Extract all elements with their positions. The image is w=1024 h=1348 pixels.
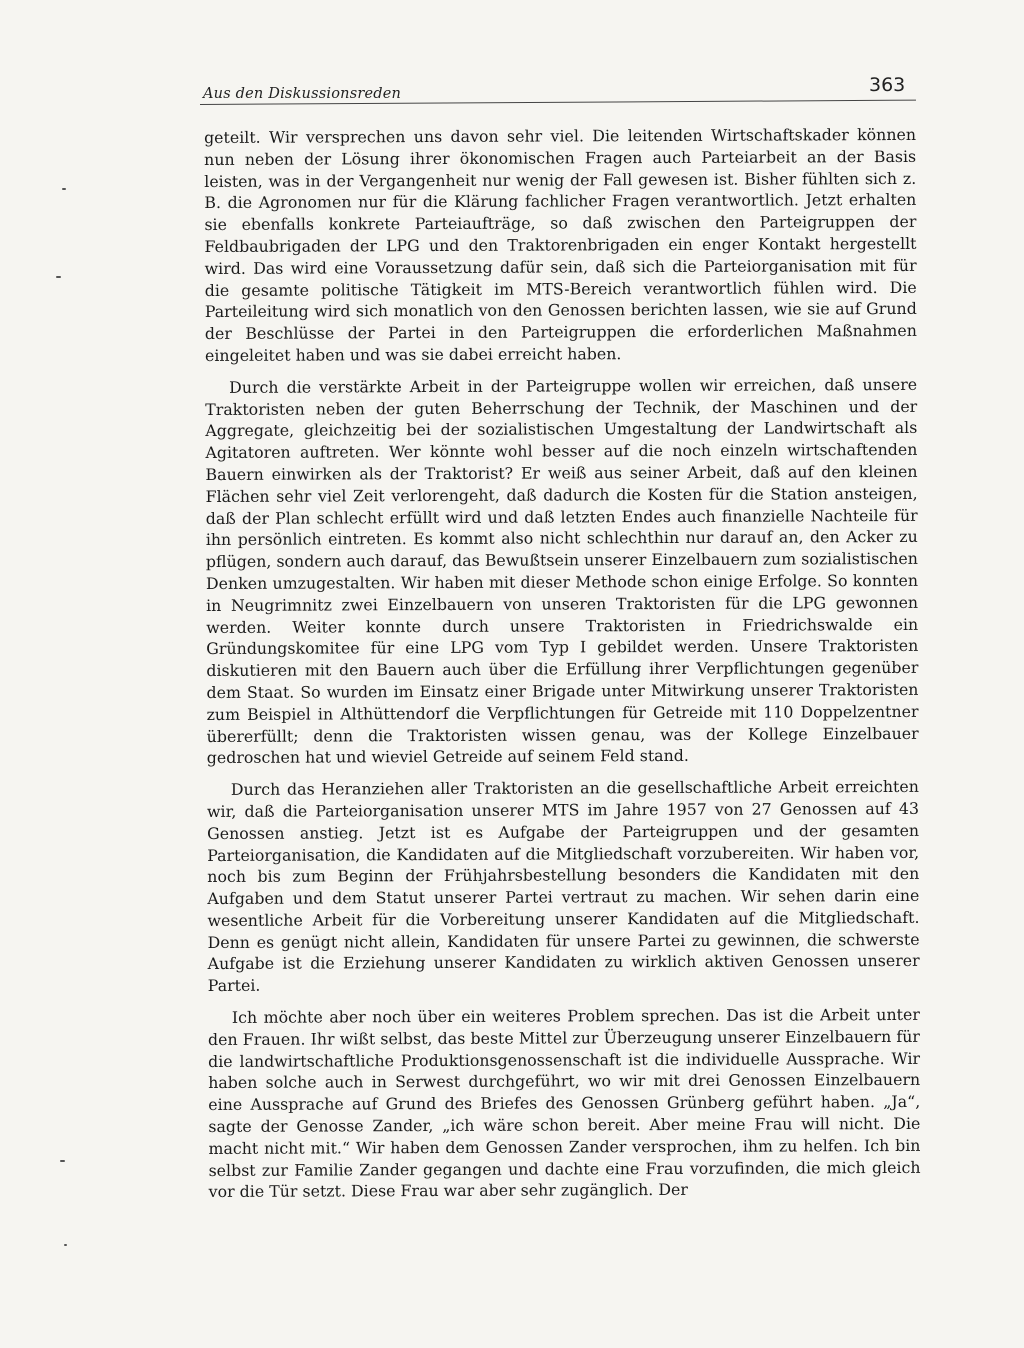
paragraph: Ich möchte aber noch über ein weiteres Problem sprechen. Das ist die Arbeit unter den Frauen. Ihr wißt selbst, das beste Mittel zur Überzeugung unserer Einzelbauern für die landwirtschaftliche Produktionsgenossenschaft ist die individuelle Aussprache. Wir haben solche auch in Serwest durchgeführt, wo wir mit drei Genossen Einzelbauern eine Aussprache auf Grund des Briefes des Genossen Grünberg geführt haben. „Ja“, sagte der Genosse Zander, „ich wäre schon bereit. Aber meine Frau will nicht. Die macht nicht mit.“ Wir haben dem Genossen Zander versprochen, ihm zu helfen. Ich bin selbst zur Familie Zander gegangen und dachte eine Frau vorzufinden, die mich gleich vor die Tür setzt. Diese Frau war aber sehr zugänglich. Der xyxy=(207,1004,921,1202)
body-text xyxy=(204,124,921,1203)
paper-speck xyxy=(62,188,66,190)
running-title: Aus den Diskussionsreden xyxy=(203,86,402,102)
paragraph: Durch das Heranziehen aller Traktoristen an die gesellschaftliche Arbeit erreichten wir, daß die Parteiorganisation unserer MTS im Jahre 1957 von 27 Genossen auf 43 Genossen anstieg. Jetzt ist es Aufgabe der Parteigruppen und der gesamten Parteiorganisation, die Kandidaten auf die Mitgliedschaft vorzubereiten. Wir haben vor, noch bis zum Beginn der Frühjahrsbestellung besonders die Kandidaten mit den Aufgaben und dem Statut unserer Partei vertraut zu machen. Wir sehen darin eine wesentliche Arbeit für die Vorbereitung unserer Kandidaten auf die Mitgliedschaft. Denn es genügt nicht allein, Kandidaten für unsere Partei zu gewinnen, die schwerste Aufgabe ist die Erziehung unserer Kandidaten zu wirklich aktiven Genossen unserer Partei. xyxy=(206,776,920,996)
paper-speck xyxy=(64,1244,67,1246)
paragraph: geteilt. Wir versprechen uns davon sehr viel. Die leitenden Wirtschaftskader können nun neben der Lösung ihrer ökonomischen Fragen auch Parteiarbeit an der Basis leisten, was in der Vergangenheit nur wenig der Fall gewesen ist. Bisher fühlten sich z. B. die Agronomen nur für die Klärung fachlicher Fragen verantwortlich. Jetzt erhalten sie ebenfalls konkrete Parteiaufträge, so daß zwischen den Parteigruppen der Feldbaubrigaden der LPG und den Traktorenbrigaden ein enger Kontakt hergestellt wird. Das wird eine Voraussetzung dafür sein, daß sich die Parteiorganisation mit für die gesamte politische Tätigkeit im MTS-Bereich verantwortlich fühlen wird. Die Parteileitung wird sich monatlich von den Genossen berichten lassen, wie sie auf Grund der Beschlüsse der Partei in den Parteigruppen die erforderlichen Maßnahmen eingeleitet haben und was sie dabei erreicht haben. xyxy=(204,124,917,365)
paper-speck xyxy=(56,276,61,278)
paragraph: Durch die verstärkte Arbeit in der Parteigruppe wollen wir erreichen, daß unsere Traktoristen neben der guten Beherrschung der Technik, der Maschinen und der Aggregate, gleichzeitig bei der sozialistischen Umgestaltung der Landwirtschaft als Agitatoren auftreten. Wer könnte wohl besser auf die noch einzeln wirtschaftenden Bauern einwirken als der Traktorist? Er weiß aus seiner Arbeit, daß auf den kleinen Flächen sehr viel Zeit verlorengeht, daß dadurch die Kosten für die Station ansteigen, daß der Plan schlecht erfüllt wird und daß letzten Endes auch finanzielle Nachteile für ihn persönlich eintreten. Es kommt also nicht schlechthin nur darauf an, den Acker zu pflügen, sondern auch darauf, das Bewußtsein unserer Einzelbauern zum sozialistischen Denken umzugestalten. Wir haben mit dieser Methode schon einige Erfolge. So konnten in Neugrimnitz zwei Einzelbauern von unseren Traktoristen für die LPG gewonnen werden. Weiter konnte durch unsere Traktoristen in Friedrichswalde ein Gründungskomitee für eine LPG vom Typ I gebildet werden. Unsere Traktoristen diskutieren mit den Bauern auch über die Erfüllung ihrer Verpflichtungen gegenüber dem Staat. So wurden im Einsatz einer Brigade unter Mitwirkung unserer Traktoristen zum Beispiel in Althüttendorf die Verpflichtungen für Getreide mit 110 Doppelzentner übererfüllt; denn die Traktoristen wissen genau, was der Kollege Einzelbauer gedroschen hat und wieviel Getreide auf seinem Feld stand. xyxy=(205,374,919,768)
paper-speck xyxy=(60,1160,65,1162)
page-number: 363 xyxy=(869,74,906,96)
